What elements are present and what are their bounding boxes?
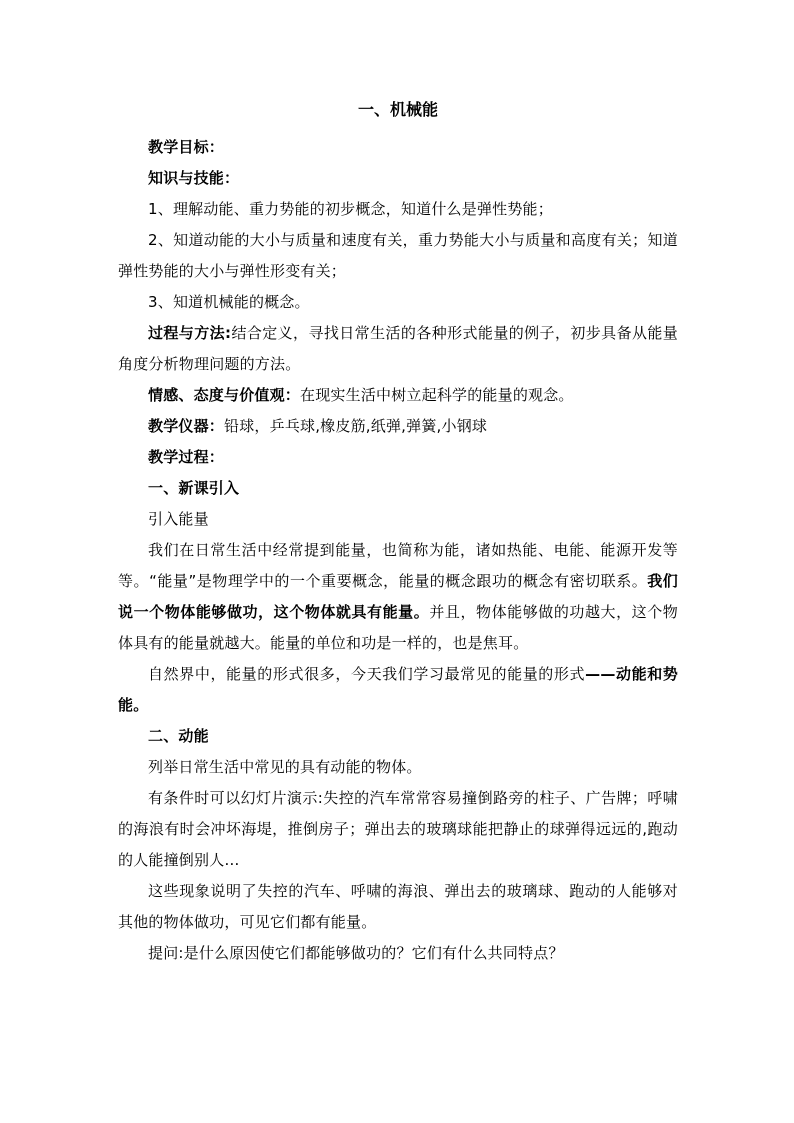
instruments-text: 铅球，乒乓球,橡皮筋,纸弹,弹簧,小钢球: [224, 417, 488, 435]
kinetic-list-paragraph: 列举日常生活中常见的具有动能的物体。: [148, 758, 422, 776]
document-page: [118, 100, 678, 969]
knowledge-item-1: 1、理解动能、重力势能的初步概念，知道什么是弹性势能；: [148, 200, 553, 218]
energy-intro-text-b: 并且，物体能够做的功越大，这个物体具有的能量就越大。能量的单位和功是一样的，也是焦耳。: [118, 603, 678, 652]
instruments-paragraph: [118, 411, 678, 442]
knowledge-item-3: 3、知道机械能的概念。: [148, 293, 310, 311]
emotion-text: 在现实生活中树立起科学的能量的观念。: [300, 386, 574, 404]
energy-intro-text-a: 我们在日常生活中经常提到能量，也简称为能，诸如热能、电能、能源开发等等。“能量”是物理学中的一个重要概念，能量的概念跟功的概念有密切联系。: [118, 541, 678, 590]
document-title: 一、机械能: [357, 100, 438, 119]
slideshow-paragraph: 有条件时可以幻灯片演示:失控的汽车常常容易撞倒路旁的柱子、广告牌；呼啸的海浪有时会冲坏海堤，推倒房子；弹出去的玻璃球能把静止的球弹得远远的,跑动的人能撞倒别人…: [118, 789, 678, 869]
question-paragraph: 提问:是什么原因使它们都能够做功的？它们有什么共同特点？: [148, 944, 564, 962]
emotion-paragraph: [118, 380, 678, 411]
energy-forms-paragraph: [118, 659, 678, 721]
energy-forms-bold: ——动能和势能。: [118, 665, 679, 714]
objectives-heading: 教学目标：: [148, 138, 225, 156]
procedure-heading: 教学过程：: [148, 448, 225, 466]
process-text: 结合定义，寻找日常生活的各种形式能量的例子，初步具备从能量角度分析物理问题的方法。: [118, 324, 678, 373]
energy-definition-bold: 我们说一个物体能够做功，这个物体就具有能量。: [118, 572, 679, 621]
knowledge-heading: 知识与技能：: [148, 169, 240, 187]
section-1-heading: 一、新课引入: [148, 479, 240, 497]
phenomena-paragraph: 这些现象说明了失控的汽车、呼啸的海浪、弹出去的玻璃球、跑动的人能够对其他的物体做功，可见它们都有能量。: [118, 882, 678, 931]
instruments-label: 教学仪器：: [148, 417, 225, 435]
process-label: 过程与方法:: [148, 324, 232, 342]
process-paragraph: [118, 318, 678, 380]
energy-intro-paragraph: [118, 535, 678, 659]
knowledge-item-2: 2、知道动能的大小与质量和速度有关，重力势能大小与质量和高度有关；知道弹性势能的大小与弹性形变有关；: [118, 231, 678, 280]
intro-subheading: 引入能量: [148, 510, 209, 528]
emotion-label: 情感、态度与价值观：: [148, 386, 301, 404]
section-2-heading: 二、动能: [148, 727, 209, 745]
energy-forms-text: 自然界中，能量的形式很多，今天我们学习最常见的能量的形式: [148, 665, 586, 683]
